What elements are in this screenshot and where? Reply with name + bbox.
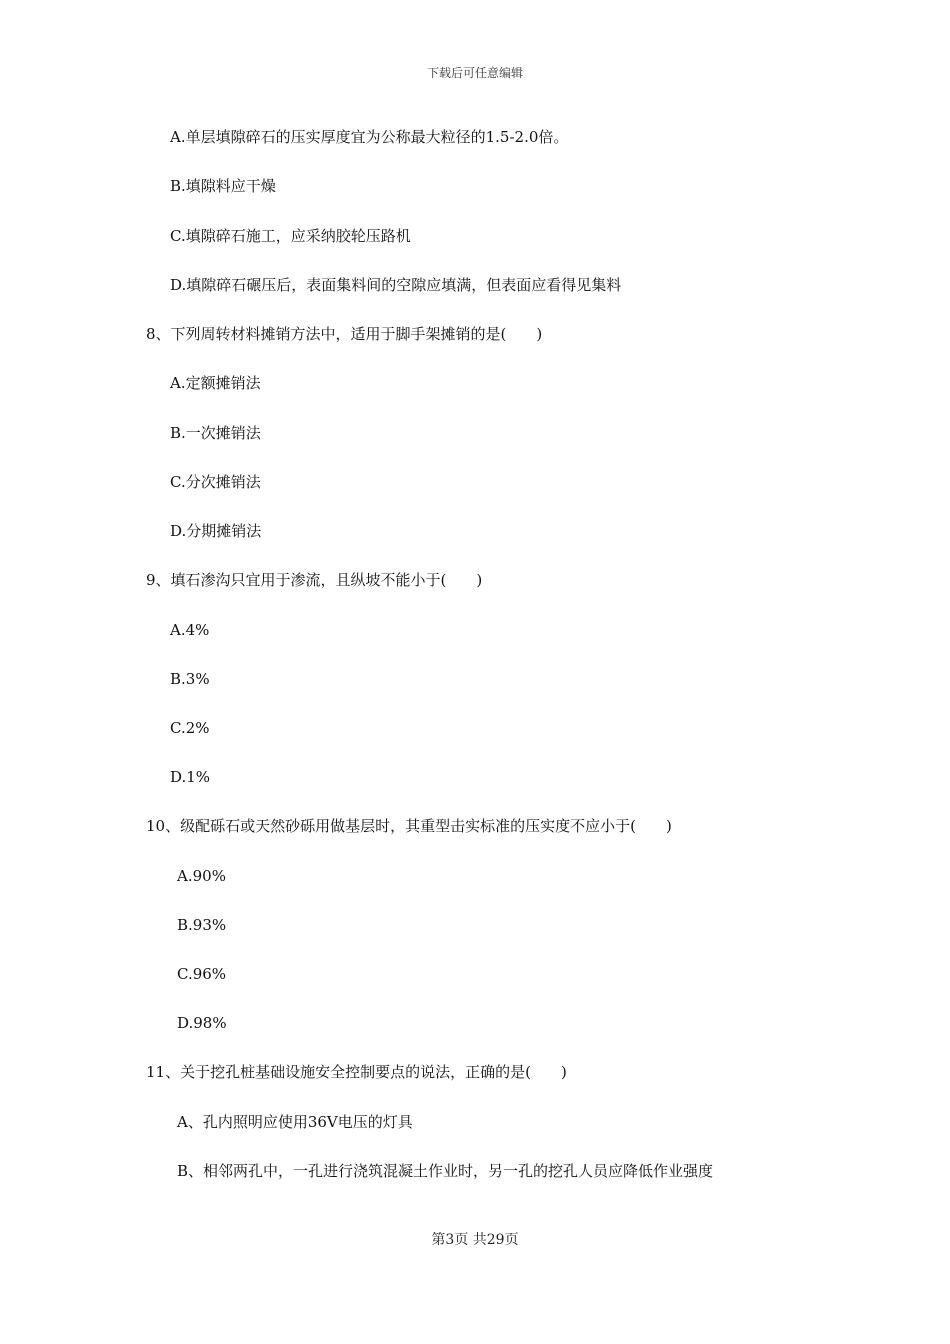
option-8c: C.分次摊销法 (170, 473, 261, 491)
option-7c: C.填隙碎石施工，应采纳胶轮压路机 (170, 227, 411, 245)
option-8d: D.分期摊销法 (170, 522, 262, 540)
option-9b: B.3% (170, 670, 210, 688)
option-10c: C.96% (177, 965, 227, 983)
option-9d: D.1% (170, 768, 211, 786)
option-7d: D.填隙碎石碾压后，表面集料间的空隙应填满，但表面应看得见集料 (170, 276, 622, 294)
option-8a: A.定额摊销法 (170, 374, 261, 392)
option-7a: A.单层填隙碎石的压实厚度宜为公称最大粒径的1.5-2.0倍。 (170, 128, 569, 146)
page-footer: 第3页 共29页 (431, 1232, 519, 1248)
question-8: 8、下列周转材料摊销方法中，适用于脚手架摊销的是( ) (146, 325, 543, 343)
option-7b: B.填隙料应干燥 (170, 177, 276, 195)
option-8b: B.一次摊销法 (170, 424, 261, 442)
question-11: 11、关于挖孔桩基础设施安全控制要点的说法，正确的是( ) (146, 1063, 567, 1081)
page-header: 下载后可任意编辑 (426, 66, 523, 80)
option-11a: A、孔内照明应使用36V电压的灯具 (177, 1113, 413, 1131)
question-10: 10、级配砾石或天然砂砾用做基层时，其重型击实标准的压实度不应小于( ) (146, 817, 672, 835)
option-11b: B、相邻两孔中，一孔进行浇筑混凝土作业时，另一孔的挖孔人员应降低作业强度 (177, 1162, 714, 1180)
option-9c: C.2% (170, 719, 210, 737)
option-9a: A.4% (170, 621, 210, 639)
question-9: 9、填石渗沟只宜用于渗流，且纵坡不能小于( ) (146, 571, 483, 589)
option-10b: B.93% (177, 916, 227, 934)
option-10a: A.90% (177, 867, 226, 885)
option-10d: D.98% (177, 1014, 227, 1032)
